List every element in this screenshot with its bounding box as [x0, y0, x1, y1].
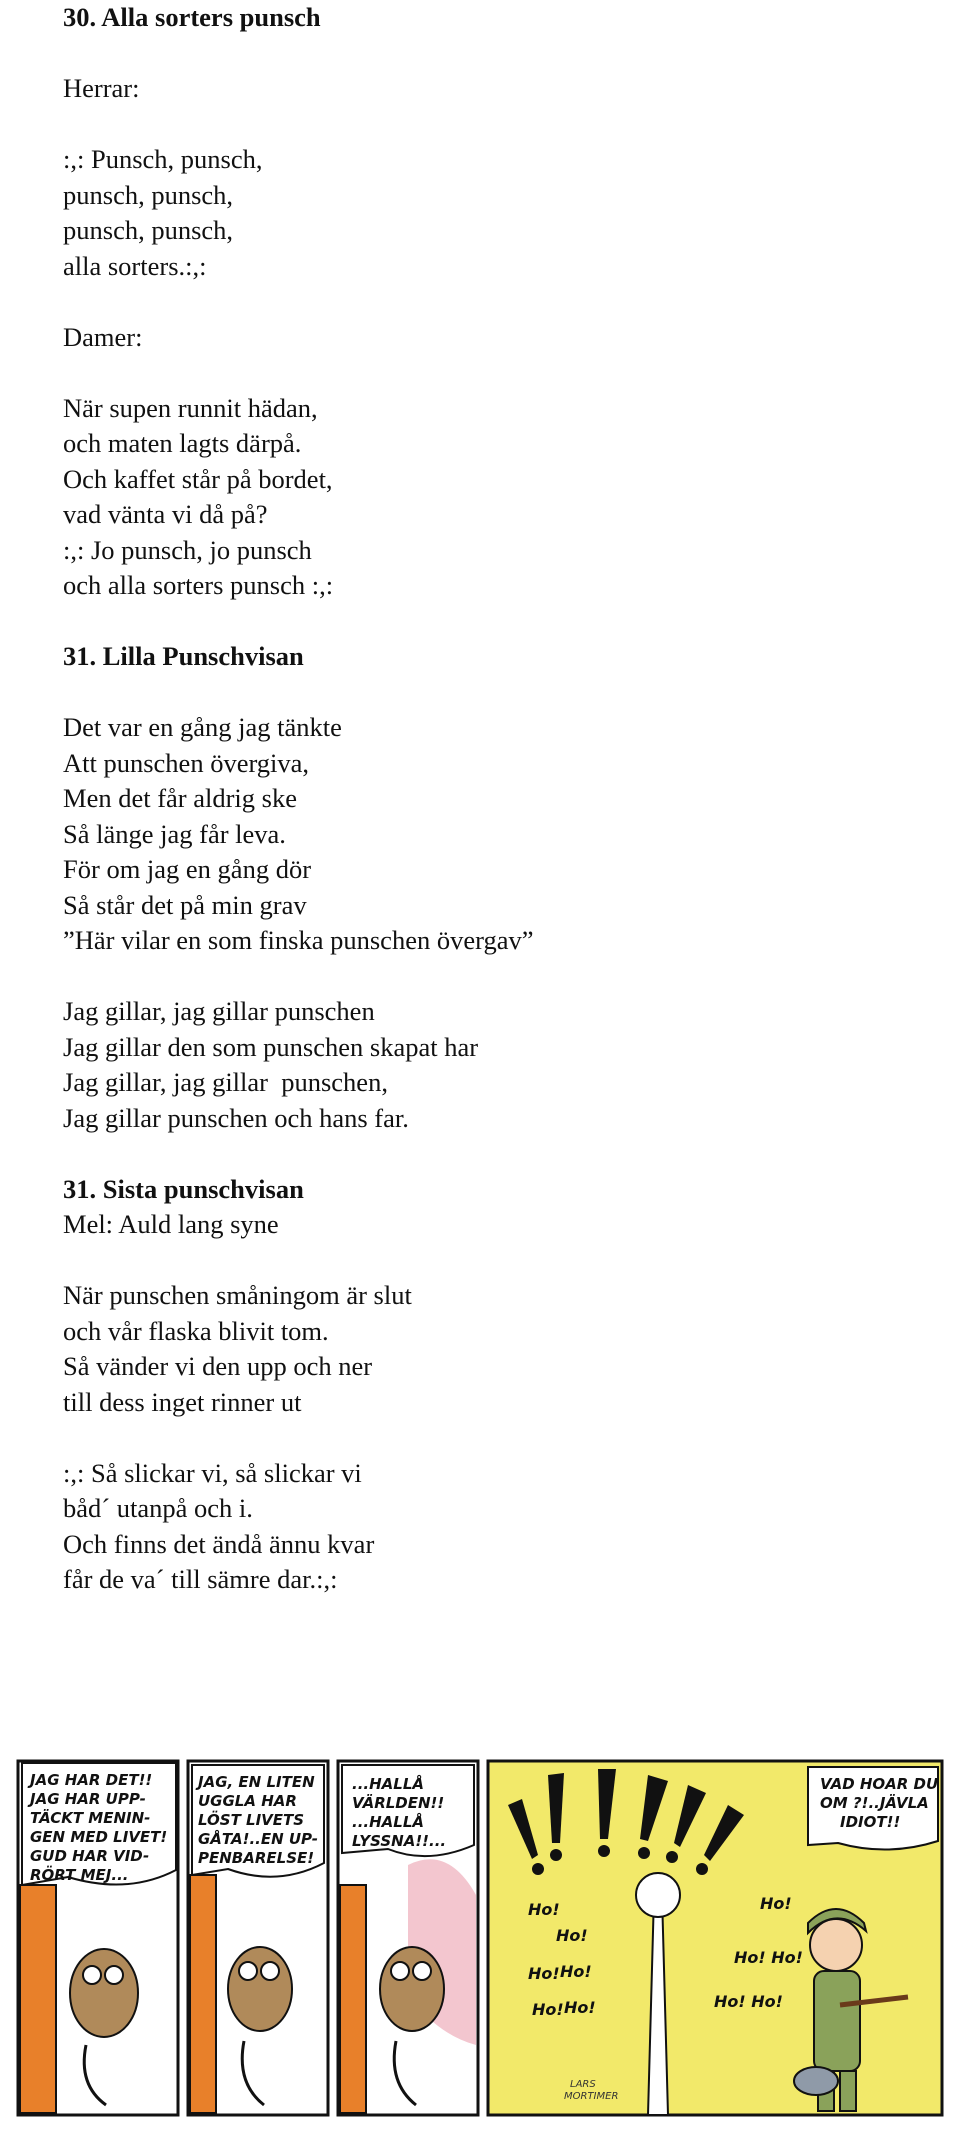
bubble-line: LYSSNA!!... [352, 1832, 447, 1850]
verse-line: Jag gillar punschen och hans far. [63, 1102, 409, 1133]
verse-line: får de va´ till sämre dar.:,: [63, 1564, 338, 1594]
signature-line: LARS [570, 2079, 596, 2090]
ho-text: Ho! [564, 1998, 596, 2017]
comic-panel-3 [338, 1761, 478, 2115]
bubble-line: PENBARELSE! [198, 1849, 315, 1867]
verse-line: och alla sorters punsch :,: [63, 570, 334, 600]
verse-line: ”Här vilar en som finska punschen övergav” [63, 925, 534, 955]
bubble-line: VÄRLDEN!! [352, 1794, 445, 1812]
bubble-line: ...HALLÅ [352, 1813, 424, 1831]
ho-text: Ho! Ho! [734, 1948, 803, 1967]
bubble-line: TÄCKT MENIN- [30, 1809, 151, 1827]
verse-line: Så står det på min grav [63, 889, 307, 920]
song-page [63, 0, 923, 1598]
bubble-line: OM ?!..JÄVLA [820, 1794, 929, 1812]
verse-line: till dess inget rinner ut [63, 1386, 302, 1417]
bubble-line: JAG HAR UPP- [30, 1790, 146, 1808]
bubble-line: UGGLA HAR [198, 1792, 297, 1810]
comic-strip [8, 1745, 952, 2129]
ho-text: Ho! [560, 1962, 592, 1981]
ho-text: Ho! [760, 1894, 792, 1913]
verse-line: Jag gillar, jag gillar punschen [63, 996, 375, 1026]
verse-line: :,: Så slickar vi, så slickar vi [63, 1457, 362, 1488]
bubble-line: IDIOT!! [840, 1813, 901, 1831]
verse-line: punsch, punsch, [63, 179, 234, 210]
verse-line: och vår flaska blivit tom. [63, 1315, 329, 1346]
verse-line: :,: Punsch, punsch, [63, 144, 263, 174]
owl-figure [228, 1947, 292, 2031]
verse-line: Det var en gång jag tänkte [63, 712, 342, 742]
comic-panel-2 [188, 1761, 328, 2115]
owl-figure [380, 1947, 444, 2031]
comic-strip-svg [8, 1745, 952, 2129]
song-31-sista [63, 1172, 923, 1598]
verse-line: Så vänder vi den upp och ner [63, 1351, 373, 1381]
verse-line: Att punschen övergiva, [63, 747, 310, 778]
bubble-line: RÖRT MEJ... [30, 1866, 129, 1884]
tree-trunk [190, 1875, 216, 2113]
ho-text: Ho! [532, 2000, 564, 2019]
verse-line: vad vänta vi då på? [63, 499, 268, 529]
song-melody: Mel: Auld lang syne [63, 1209, 279, 1239]
bubble-line: JAG HAR DET!! [30, 1771, 153, 1789]
bubble-line: VAD HOAR DU [820, 1775, 939, 1793]
ho-text: Ho! [528, 1900, 560, 1919]
bubble-line: GUD HAR VID- [30, 1847, 150, 1865]
ho-text: Ho! [528, 1964, 560, 1983]
verse-line: båd´ utanpå och i. [63, 1493, 253, 1523]
song-title: 31. Sista punschvisan [63, 1173, 304, 1204]
tree-trunk [340, 1885, 366, 2113]
verse-line: :,: Jo punsch, jo punsch [63, 534, 312, 565]
verse-line: Jag gillar, jag gillar punschen, [63, 1067, 388, 1097]
verse-line: Så länge jag får leva. [63, 818, 286, 849]
owl-figure [70, 1949, 138, 2037]
song-title: 30. Alla sorters punsch [63, 2, 321, 32]
bubble-line: GÅTA!..EN UP- [198, 1830, 318, 1848]
song-31-lilla [63, 639, 923, 1172]
tree-trunk [20, 1885, 56, 2113]
bubble-line: JAG, EN LITEN [198, 1773, 315, 1791]
song-30 [63, 0, 923, 639]
verse-line: När supen runnit hädan, [63, 392, 318, 423]
verse-line: alla sorters.:,: [63, 250, 207, 281]
verse-line: Jag gillar den som punschen skapat har [63, 1031, 479, 1062]
verse-line: punsch, punsch, [63, 215, 234, 245]
bubble-line: LÖST LIVETS [198, 1811, 305, 1829]
song-title: 31. Lilla Punschvisan [63, 641, 304, 671]
verse-line: När punschen småningom är slut [63, 1280, 412, 1310]
verse-line: Och kaffet står på bordet, [63, 463, 333, 494]
ho-text: Ho! [556, 1926, 588, 1945]
verse-line: och maten lagts därpå. [63, 428, 302, 458]
ho-text: Ho! Ho! [714, 1992, 783, 2011]
comic-panel-1 [18, 1761, 178, 2115]
verse-line: Men det får aldrig ske [63, 783, 297, 813]
bubble-line: ...HALLÅ [352, 1775, 424, 1793]
owl-burst [636, 1873, 680, 1917]
verse-line: För om jag en gång dör [63, 854, 312, 884]
bubble-line: GEN MED LIVET! [30, 1828, 168, 1846]
verse-line: Och finns det ändå ännu kvar [63, 1528, 375, 1559]
verse-line: Damer: [63, 321, 143, 352]
signature-line: MORTIMER [564, 2091, 619, 2102]
verse-line: Herrar: [63, 73, 140, 103]
